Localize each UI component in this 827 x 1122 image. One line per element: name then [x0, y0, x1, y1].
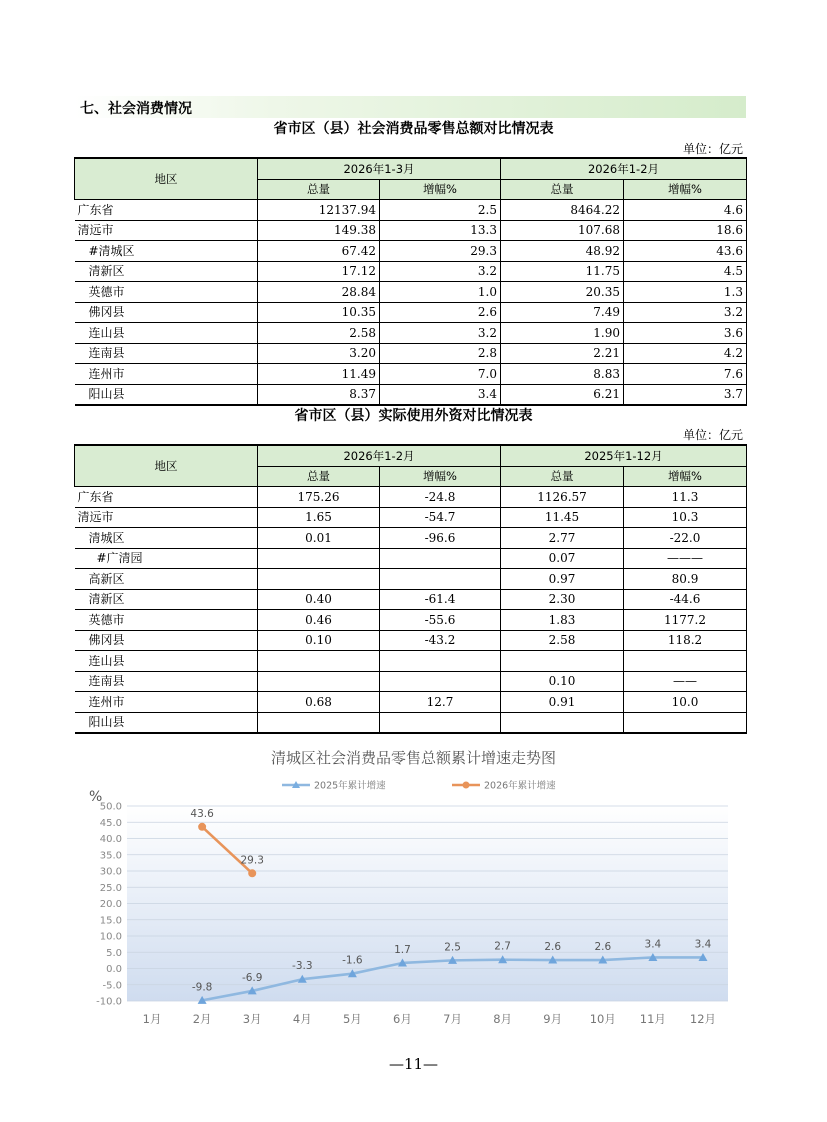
- foreign-investment-table: [74, 444, 747, 734]
- table-row: [75, 630, 747, 651]
- data-label: 2.6: [594, 941, 612, 954]
- cell-period-a-growth: [380, 569, 501, 590]
- row-region-name: 清新区: [75, 261, 258, 282]
- y-tick-label: 5.0: [106, 947, 122, 959]
- row-region-name: 连山县: [75, 323, 258, 344]
- cell-period-a-growth: -54.7: [380, 507, 501, 528]
- cell-period-a-total: 1.65: [258, 507, 380, 528]
- cell-period-b-total: 0.07: [501, 548, 624, 569]
- cell-period-b-total: 11.75: [501, 261, 624, 282]
- cell-period-b-growth: 10.3: [624, 507, 747, 528]
- y-axis-unit-label: %: [89, 789, 103, 805]
- legend-label: 2025年累计增速: [314, 780, 386, 792]
- table-row: [75, 671, 747, 692]
- cell-period-a-growth: 13.3: [380, 220, 501, 241]
- cell-period-a-total: 10.35: [258, 302, 380, 323]
- cell-period-a-growth: -55.6: [380, 610, 501, 631]
- x-tick-label: 4月: [292, 1012, 312, 1026]
- data-label: -6.9: [241, 971, 263, 984]
- y-tick-label: 40.0: [99, 834, 122, 845]
- row-region-name: 连州市: [75, 364, 258, 385]
- cell-period-a-total: [258, 548, 380, 569]
- data-label: 2.6: [544, 941, 562, 954]
- row-region-name: 英德市: [75, 282, 258, 303]
- data-label: 43.6: [190, 807, 214, 820]
- data-label: 3.4: [644, 938, 662, 951]
- cell-period-b-total: [501, 712, 624, 733]
- row-region-name: 连山县: [75, 651, 258, 672]
- row-region-name: #广清园: [75, 548, 258, 569]
- table-row: [75, 651, 747, 672]
- row-region-name: 清城区: [75, 528, 258, 549]
- cell-period-b-total: 2.21: [501, 343, 624, 364]
- cell-period-b-growth: 4.5: [624, 261, 747, 282]
- subheader-total: 总量: [258, 466, 380, 487]
- cell-period-a-total: 0.68: [258, 692, 380, 713]
- cell-period-b-growth: 43.6: [624, 241, 747, 262]
- table-row: [75, 610, 747, 631]
- row-region-name: 连南县: [75, 671, 258, 692]
- cell-period-b-growth: 80.9: [624, 569, 747, 590]
- cell-period-a-total: 149.38: [258, 220, 380, 241]
- cell-period-a-total: 28.84: [258, 282, 380, 303]
- subheader-growth: 增幅%: [380, 179, 501, 200]
- column-header-period-b: 2026年1-2月: [501, 158, 747, 179]
- column-header-period-b: 2025年1-12月: [501, 445, 747, 466]
- table-row: [75, 323, 747, 344]
- cell-period-b-total: 1.83: [501, 610, 624, 631]
- column-header-region: 地区: [75, 158, 258, 200]
- row-region-name: 连南县: [75, 343, 258, 364]
- cell-period-b-growth: 3.6: [624, 323, 747, 344]
- cell-period-b-total: 8.83: [501, 364, 624, 385]
- x-tick-label: 9月: [543, 1012, 563, 1026]
- foreign-investment-table-body: [75, 487, 747, 734]
- cell-period-a-growth: 2.8: [380, 343, 501, 364]
- y-tick-label: 30.0: [99, 866, 122, 878]
- table-row: [75, 692, 747, 713]
- cell-period-a-growth: 3.2: [380, 323, 501, 344]
- row-region-name: 广东省: [75, 487, 258, 508]
- table-row: [75, 282, 747, 303]
- table1-title: 省市区（县）社会消费品零售总额对比情况表: [273, 121, 554, 137]
- cell-period-a-growth: [380, 651, 501, 672]
- cell-period-a-total: 67.42: [258, 241, 380, 262]
- growth-trend-chart: [0, 770, 827, 1035]
- cell-period-b-total: 48.92: [501, 241, 624, 262]
- cell-period-a-growth: [380, 548, 501, 569]
- cell-period-b-total: 2.77: [501, 528, 624, 549]
- cell-period-b-total: 2.30: [501, 589, 624, 610]
- cell-period-b-total: 6.21: [501, 384, 624, 405]
- row-region-name: 清远市: [75, 220, 258, 241]
- cell-period-a-growth: 2.6: [380, 302, 501, 323]
- y-tick-label: 10.0: [99, 931, 122, 943]
- cell-period-b-total: [501, 651, 624, 672]
- cell-period-a-growth: 7.0: [380, 364, 501, 385]
- cell-period-b-growth: 1.3: [624, 282, 747, 303]
- cell-period-a-total: 175.26: [258, 487, 380, 508]
- table-row: [75, 507, 747, 528]
- y-tick-label: 50.0: [99, 801, 122, 813]
- row-region-name: #清城区: [75, 241, 258, 262]
- cell-period-a-growth: 1.0: [380, 282, 501, 303]
- table2-title: 省市区（县）实际使用外资对比情况表: [294, 408, 533, 424]
- cell-period-a-growth: [380, 671, 501, 692]
- cell-period-b-total: 11.45: [501, 507, 624, 528]
- cell-period-b-total: 2.58: [501, 630, 624, 651]
- cell-period-a-total: [258, 671, 380, 692]
- y-tick-label: -5.0: [102, 980, 122, 992]
- cell-period-b-growth: 3.2: [624, 302, 747, 323]
- cell-period-a-growth: 2.5: [380, 200, 501, 221]
- x-tick-label: 11月: [639, 1012, 666, 1026]
- cell-period-b-total: 20.35: [501, 282, 624, 303]
- y-tick-label: 35.0: [99, 850, 122, 862]
- cell-period-a-total: 8.37: [258, 384, 380, 405]
- x-tick-label: 3月: [242, 1012, 262, 1026]
- cell-period-b-growth: 3.7: [624, 384, 747, 405]
- cell-period-a-growth: -24.8: [380, 487, 501, 508]
- data-label: 2.5: [444, 941, 461, 954]
- y-tick-label: 15.0: [99, 915, 122, 927]
- subheader-total: 总量: [258, 179, 380, 200]
- cell-period-b-growth: ——: [624, 671, 747, 692]
- table-row: [75, 569, 747, 590]
- cell-period-b-growth: 4.2: [624, 343, 747, 364]
- x-tick-label: 1月: [142, 1012, 162, 1026]
- row-region-name: 佛冈县: [75, 630, 258, 651]
- table-row: [75, 364, 747, 385]
- subheader-total: 总量: [501, 466, 624, 487]
- row-region-name: 佛冈县: [75, 302, 258, 323]
- cell-period-b-total: 1126.57: [501, 487, 624, 508]
- table-row: [75, 548, 747, 569]
- cell-period-a-growth: 3.4: [380, 384, 501, 405]
- cell-period-b-growth: 18.6: [624, 220, 747, 241]
- row-region-name: 广东省: [75, 200, 258, 221]
- cell-period-a-total: [258, 651, 380, 672]
- y-tick-label: 20.0: [99, 899, 122, 910]
- data-point-circle: [198, 823, 206, 831]
- x-tick-label: 12月: [689, 1012, 717, 1026]
- row-region-name: 清远市: [75, 507, 258, 528]
- cell-period-a-total: 2.58: [258, 323, 380, 344]
- row-region-name: 英德市: [75, 610, 258, 631]
- cell-period-a-growth: 3.2: [380, 261, 501, 282]
- chart-title: 清城区社会消费品零售总额累计增速走势图: [270, 749, 556, 767]
- row-region-name: 阳山县: [75, 384, 258, 405]
- subheader-growth: 增幅%: [380, 466, 501, 487]
- y-tick-label: 0.0: [106, 964, 122, 975]
- x-tick-label: 7月: [443, 1012, 462, 1026]
- column-header-period-a: 2026年1-2月: [258, 445, 501, 466]
- table-row: [75, 712, 747, 733]
- x-tick-label: 5月: [342, 1012, 362, 1026]
- cell-period-a-growth: 29.3: [380, 241, 501, 262]
- table-row: [75, 343, 747, 364]
- cell-period-a-total: 0.01: [258, 528, 380, 549]
- cell-period-a-total: 0.10: [258, 630, 380, 651]
- cell-period-b-total: 0.10: [501, 671, 624, 692]
- cell-period-a-total: 0.40: [258, 589, 380, 610]
- table-row: [75, 241, 747, 262]
- section-title: 七、社会消费情况: [80, 101, 192, 117]
- table2-unit: 单位：亿元: [682, 428, 743, 442]
- cell-period-b-growth: 1177.2: [624, 610, 747, 631]
- cell-period-a-total: 12137.94: [258, 200, 380, 221]
- retail-sales-table: [74, 157, 747, 406]
- subheader-growth: 增幅%: [624, 179, 747, 200]
- table-row: [75, 384, 747, 405]
- cell-period-b-growth: -22.0: [624, 528, 747, 549]
- cell-period-b-total: 0.97: [501, 569, 624, 590]
- cell-period-a-total: 11.49: [258, 364, 380, 385]
- row-region-name: 高新区: [75, 569, 258, 590]
- cell-period-a-growth: -96.6: [380, 528, 501, 549]
- table-row: [75, 528, 747, 549]
- subheader-total: 总量: [501, 179, 624, 200]
- cell-period-a-total: [258, 712, 380, 733]
- x-tick-label: 10月: [589, 1012, 616, 1026]
- data-label: -9.8: [191, 981, 213, 994]
- cell-period-a-total: 0.46: [258, 610, 380, 631]
- data-label: -1.6: [342, 954, 363, 967]
- data-label: 29.3: [240, 854, 264, 867]
- cell-period-b-growth: ———: [624, 548, 747, 569]
- table-row: [75, 589, 747, 610]
- cell-period-b-growth: [624, 712, 747, 733]
- table-row: [75, 302, 747, 323]
- data-point-circle: [248, 869, 256, 877]
- x-tick-label: 6月: [393, 1012, 412, 1026]
- cell-period-b-growth: -44.6: [624, 589, 747, 610]
- cell-period-a-total: 17.12: [258, 261, 380, 282]
- column-header-period-a: 2026年1-3月: [258, 158, 501, 179]
- subheader-growth: 增幅%: [624, 466, 747, 487]
- legend-label: 2026年累计增速: [484, 780, 556, 792]
- cell-period-b-total: 8464.22: [501, 200, 624, 221]
- row-region-name: 阳山县: [75, 712, 258, 733]
- y-tick-label: -10.0: [96, 996, 122, 1008]
- table-row: [75, 487, 747, 508]
- cell-period-a-growth: -61.4: [380, 589, 501, 610]
- row-region-name: 清新区: [75, 589, 258, 610]
- y-tick-label: 25.0: [99, 882, 122, 894]
- cell-period-a-total: [258, 569, 380, 590]
- cell-period-a-total: 3.20: [258, 343, 380, 364]
- column-header-region: 地区: [75, 445, 258, 487]
- retail-sales-table-body: [75, 200, 747, 406]
- table1-unit: 单位：亿元: [682, 142, 743, 156]
- cell-period-a-growth: -43.2: [380, 630, 501, 651]
- data-label: 2.7: [494, 940, 511, 953]
- row-region-name: 连州市: [75, 692, 258, 713]
- legend-marker-circle: [463, 782, 470, 789]
- cell-period-b-growth: 118.2: [624, 630, 747, 651]
- cell-period-b-total: 1.90: [501, 323, 624, 344]
- page-number: —11—: [388, 1055, 439, 1073]
- x-tick-label: 8月: [493, 1012, 513, 1026]
- data-label: 1.7: [394, 943, 411, 956]
- cell-period-b-growth: 11.3: [624, 487, 747, 508]
- cell-period-a-growth: 12.7: [380, 692, 501, 713]
- table-row: [75, 200, 747, 221]
- cell-period-b-growth: [624, 651, 747, 672]
- cell-period-b-total: 107.68: [501, 220, 624, 241]
- x-tick-label: 2月: [192, 1012, 212, 1026]
- data-label: 3.4: [694, 938, 712, 951]
- cell-period-b-total: 7.49: [501, 302, 624, 323]
- table-row: [75, 261, 747, 282]
- cell-period-b-growth: 7.6: [624, 364, 747, 385]
- y-tick-label: 45.0: [99, 817, 122, 829]
- cell-period-a-growth: [380, 712, 501, 733]
- cell-period-b-growth: 4.6: [624, 200, 747, 221]
- table-row: [75, 220, 747, 241]
- data-label: -3.3: [292, 960, 313, 973]
- cell-period-b-growth: 10.0: [624, 692, 747, 713]
- cell-period-b-total: 0.91: [501, 692, 624, 713]
